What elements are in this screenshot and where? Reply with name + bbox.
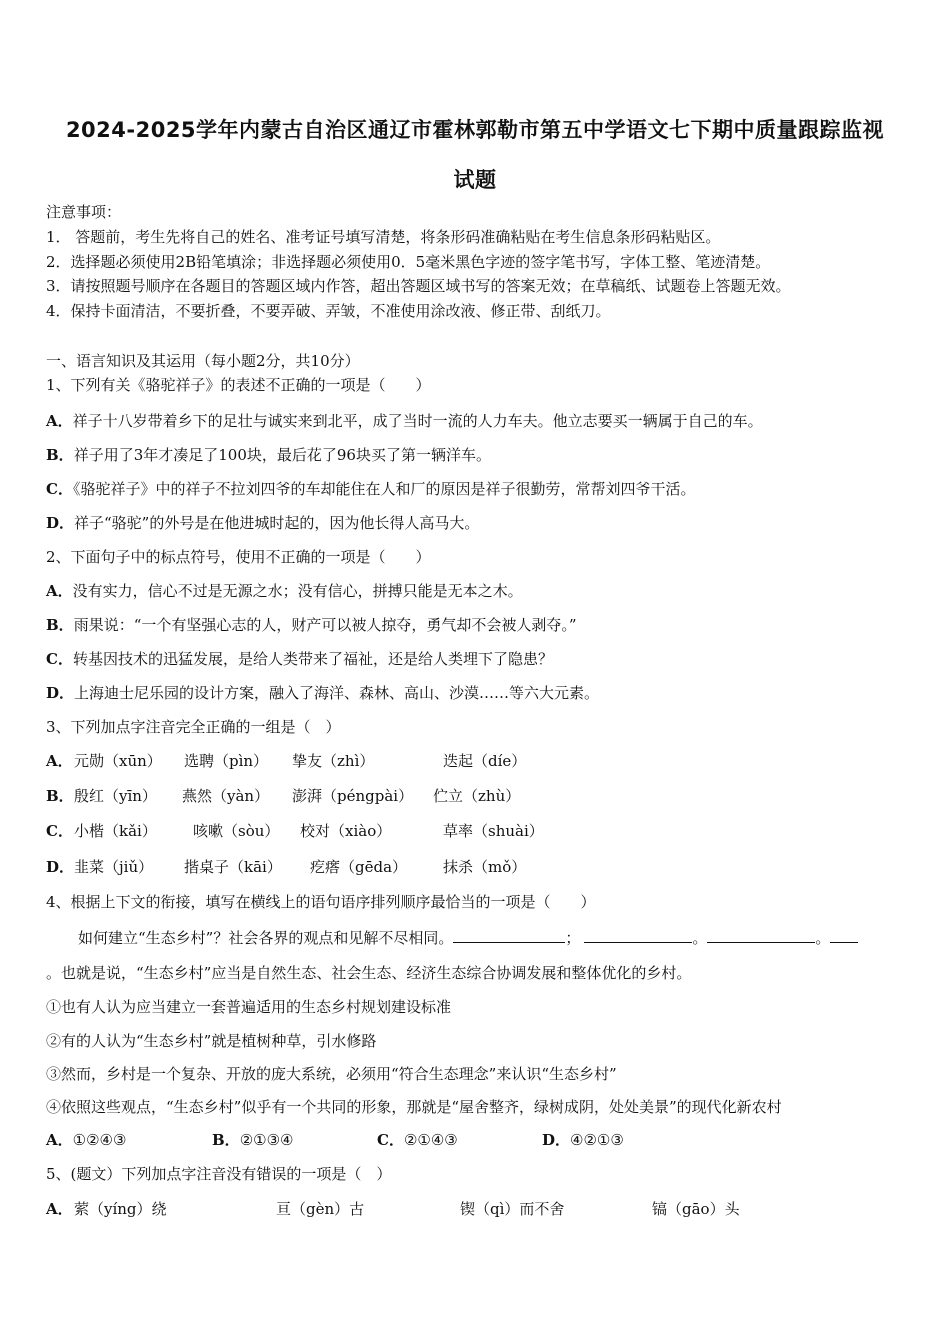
answer-option [46, 411, 763, 431]
option-text: ④②①③ [570, 1131, 624, 1149]
pinyin-item: 挚友（zhì） [292, 752, 375, 770]
pinyin-item: 亘（gèn）古 [276, 1200, 365, 1218]
option-label: C． [46, 650, 73, 668]
pinyin-item: 校对（xiào） [300, 822, 392, 840]
option-text: 祥子用了3年才凑足了100块，最后花了96块买了第一辆洋车。 [73, 446, 491, 464]
pinyin-item: 抹杀（mǒ） [443, 858, 527, 876]
pinyin-item: 韭菜（jiǔ） [74, 858, 154, 876]
option-label: B． [46, 787, 74, 805]
note-item: 2．选择题必须使用2B铅笔填涂；非选择题必须使用0．5毫米黑色字迹的签字笔书写，字体工整、笔迹清楚。 [46, 253, 771, 271]
option-text: 转基因技术的迅猛发展，是给人类带来了福祉，还是给人类埋下了隐患？ [72, 650, 553, 668]
option-label: B． [212, 1131, 240, 1149]
answer-option [542, 1130, 624, 1150]
pinyin-item: 咳嗽（sòu） [193, 822, 280, 840]
option-text: ①②④③ [72, 1131, 127, 1149]
option-label: C． [46, 480, 73, 498]
option-label: B． [46, 616, 74, 634]
answer-option [46, 1130, 126, 1150]
page-title: 2024-2025学年内蒙古自治区通辽市霍林郭勒市第五中学语文七下期中质量跟踪监视 [65, 118, 885, 142]
answer-option [46, 479, 695, 499]
option-label: A． [46, 582, 73, 600]
option-text: 上海迪士尼乐园的设计方案，融入了海洋、森林、高山、沙漠……等六大元素。 [74, 684, 600, 702]
passage-text: 如何建立“生态乡村”？社会各界的观点和见解不尽相同。 [78, 929, 454, 947]
answer-option [377, 1130, 458, 1150]
answer-option [46, 615, 577, 635]
answer-option [46, 649, 553, 669]
pinyin-item: 镐（gāo）头 [652, 1200, 740, 1218]
pinyin-item: 揩桌子（kāi） [184, 858, 282, 876]
question-stem: 1、下列有关《骆驼祥子》的表述不正确的一项是（ ） [46, 376, 431, 394]
option-label: C． [46, 822, 73, 840]
option-label: A． [46, 1200, 73, 1218]
sentence-item: ①也有人认为应当建立一套普遍适用的生态乡村规划建设标准 [46, 998, 452, 1016]
question-stem: 3、下列加点字注音完全正确的一组是（ ） [46, 718, 341, 736]
blank-separator: 。 [692, 929, 708, 947]
option-label: A． [46, 412, 73, 430]
note-item: 1． 答题前，考生先将自己的姓名、准考证号填写清楚，将条形码准确粘贴在考生信息条形码粘贴区。 [46, 228, 721, 246]
pinyin-item: 草率（shuài） [443, 822, 544, 840]
pinyin-item: 萦（yíng）绕 [74, 1200, 167, 1218]
answer-blank [584, 928, 692, 943]
pinyin-item: 元勋（xūn） [74, 752, 162, 770]
note-item: 3．请按照题号顺序在各题目的答题区域内作答，超出答题区域书写的答案无效；在草稿纸、试题卷上答题无效。 [46, 277, 791, 295]
pinyin-item: 澎湃（péngpài） [292, 787, 414, 805]
option-label: D． [542, 1131, 571, 1149]
question-stem: 4、根据上下文的衔接，填写在横线上的语句语序排列顺序最恰当的一项是（ ） [46, 893, 596, 911]
option-text: 没有实力，信心不过是无源之水；没有信心，拼搏只能是无本之木。 [72, 582, 523, 600]
option-label: D． [46, 514, 75, 532]
option-label: C． [377, 1131, 404, 1149]
pinyin-item: 殷红（yīn） [74, 787, 157, 805]
sentence-item: ②有的人认为“生态乡村”就是植树种草，引水修路 [46, 1032, 377, 1050]
sentence-item: ③然而，乡村是一个复杂、开放的庞大系统，必须用“符合生态理念”来认识“生态乡村” [46, 1065, 617, 1083]
passage-line [78, 928, 858, 948]
answer-option [46, 581, 523, 601]
pinyin-item: 小楷（kǎi） [74, 822, 157, 840]
blank-separator: ； [565, 929, 581, 947]
option-text: 祥子十八岁带着乡下的足壮与诚实来到北平，成了当时一流的人力车夫。他立志要买一辆属于自己的车。 [72, 412, 763, 430]
answer-option [46, 513, 479, 533]
answer-option [212, 1130, 293, 1150]
option-label: D． [46, 684, 75, 702]
note-item: 4．保持卡面清洁，不要折叠，不要弄破、弄皱，不准使用涂改液、修正带、刮纸刀。 [46, 302, 611, 320]
pinyin-item: 锲（qì）而不舍 [460, 1200, 565, 1218]
option-label: B． [46, 446, 74, 464]
sentence-item: ④依照这些观点，“生态乡村”似乎有一个共同的形象，那就是“屋舍整齐，绿树成阴，处处美景”的现代化新农村 [46, 1098, 782, 1116]
question-stem: 2、下面句子中的标点符号，使用不正确的一项是（ ） [46, 548, 431, 566]
option-label: D． [46, 858, 75, 876]
answer-blank [830, 928, 858, 943]
pinyin-item: 迭起（díe） [443, 752, 527, 770]
pinyin-item: 选聘（pìn） [184, 752, 269, 770]
passage-line: 。也就是说，“生态乡村”应当是自然生态、社会生态、经济生态综合协调发展和整体优化的乡村。 [46, 964, 692, 982]
option-text: 祥子“骆驼”的外号是在他进城时起的，因为他长得人高马大。 [74, 514, 480, 532]
pinyin-item: 疙瘩（gēda） [310, 858, 408, 876]
answer-blank [707, 928, 815, 943]
question-stem: 5、(题文）下列加点字注音没有错误的一项是（ ） [46, 1165, 392, 1183]
answer-option [46, 683, 599, 703]
pinyin-item: 燕然（yàn） [182, 787, 270, 805]
option-text: ②①③④ [239, 1131, 294, 1149]
option-label: A． [46, 752, 73, 770]
section-heading: 一、语言知识及其运用（每小题2分，共10分） [46, 352, 360, 370]
pinyin-item: 伫立（zhù） [433, 787, 521, 805]
option-text: 《骆驼祥子》中的祥子不拉刘四爷的车却能住在人和厂的原因是祥子很勤劳，常帮刘四爷干活。 [72, 480, 696, 498]
answer-option [46, 445, 491, 465]
answer-blank [453, 928, 565, 943]
blank-separator: 。 [815, 929, 831, 947]
option-text: ②①④③ [403, 1131, 458, 1149]
page-title-continued: 试题 [453, 168, 497, 192]
notes-heading: 注意事项： [46, 203, 122, 221]
option-text: 雨果说：“一个有坚强心志的人，财产可以被人掠夺，勇气却不会被人剥夺。” [73, 616, 577, 634]
option-label: A． [46, 1131, 73, 1149]
